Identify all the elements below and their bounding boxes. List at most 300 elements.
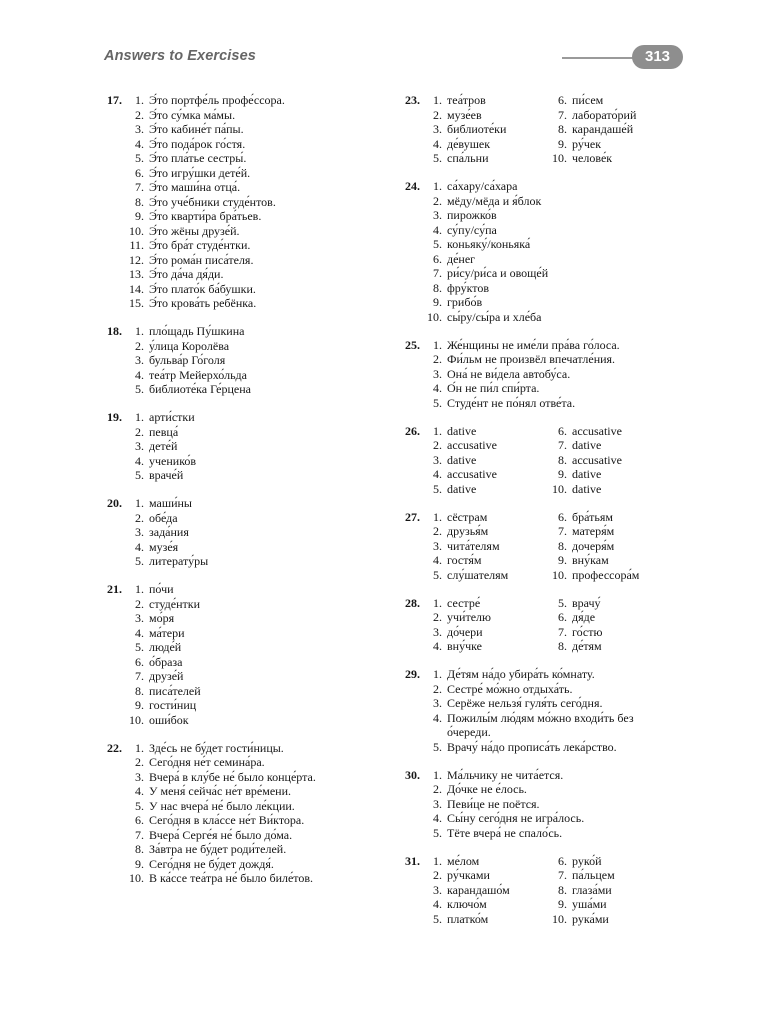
item-text: ма́тери <box>149 625 185 640</box>
item-text: вну́чке <box>447 639 482 653</box>
item-number: 9. <box>135 209 144 223</box>
exercise-block <box>394 179 694 324</box>
answer-list <box>124 582 386 727</box>
answer-list <box>124 741 386 886</box>
exercise-number: 20. <box>107 496 122 510</box>
answer-item <box>547 553 677 568</box>
item-number: 8. <box>558 538 567 553</box>
item-number: 9. <box>135 698 144 712</box>
item-text: Э́то игру́шки дете́й. <box>149 165 251 180</box>
answer-item <box>422 396 694 411</box>
item-number: 3. <box>433 882 442 897</box>
item-number: 3. <box>433 696 442 710</box>
item-number: 5. <box>433 911 442 926</box>
item-text: Вчера́ Серге́я не́ было до́ма. <box>149 827 293 842</box>
item-number: 4. <box>433 467 442 481</box>
item-text: мо́ря <box>149 611 175 625</box>
answer-subcolumn <box>547 93 677 166</box>
answer-item <box>422 295 694 310</box>
item-text: теа́тров <box>447 93 486 107</box>
answer-item <box>124 353 386 368</box>
item-text: гости́ниц <box>149 698 197 712</box>
item-number: 1. <box>433 667 442 681</box>
answer-item <box>547 438 677 453</box>
answer-item <box>422 424 547 439</box>
item-number: 3. <box>433 796 442 811</box>
item-number: 3. <box>135 353 144 367</box>
answer-item <box>422 237 694 252</box>
answer-item <box>422 137 547 152</box>
item-text: профессора́м <box>572 567 640 582</box>
item-text: су́пу/су́па <box>447 222 497 237</box>
answer-item <box>422 438 547 453</box>
answer-item <box>124 151 386 166</box>
item-number: 6. <box>558 93 567 107</box>
item-text: руко́й <box>572 853 602 868</box>
answer-item <box>124 122 386 137</box>
item-text: Певи́це не поётся. <box>447 796 540 811</box>
answer-item <box>124 368 386 383</box>
item-text: спа́льни <box>447 151 489 165</box>
exercise-number: 30. <box>405 767 420 782</box>
item-text: до́чери <box>447 624 483 639</box>
item-text: Э́то уче́бники студе́нтов. <box>149 194 276 209</box>
answer-item <box>547 868 677 883</box>
item-number: 5. <box>558 595 567 610</box>
item-text: Э́то кварти́ра бра́тьев. <box>149 209 262 223</box>
exercise-number: 24. <box>405 179 420 193</box>
item-text: Э́то крова́ть ребёнка. <box>149 296 257 310</box>
exercise-block <box>394 93 694 166</box>
item-number: 5. <box>135 382 144 396</box>
item-text: Э́то пода́рок го́стя. <box>149 136 246 151</box>
item-number: 5. <box>135 151 144 165</box>
answer-subcolumn <box>547 854 677 927</box>
item-text: dative <box>572 438 602 452</box>
answer-item <box>422 782 694 797</box>
item-number: 10. <box>129 223 144 238</box>
item-text: фру́ктов <box>447 280 490 295</box>
answer-item <box>547 122 677 137</box>
answer-item <box>422 539 547 554</box>
item-number: 4. <box>135 539 144 554</box>
answer-item <box>124 684 386 699</box>
answer-item <box>422 208 694 223</box>
item-text: Сестре́ мо́жно отдыха́ть. <box>447 681 573 696</box>
answer-list <box>422 667 694 754</box>
answer-subcolumn <box>422 510 547 583</box>
item-number: 2. <box>135 510 144 525</box>
item-number: 6. <box>558 509 567 524</box>
answer-item <box>124 525 386 540</box>
item-text: дя́де <box>572 610 596 624</box>
answer-item <box>547 108 677 123</box>
item-text: Э́то пла́тье сестры́. <box>149 151 247 165</box>
answer-item <box>124 741 386 756</box>
item-text: У нас вчера́ не́ было ле́кции. <box>149 798 295 813</box>
answer-item <box>422 854 547 869</box>
item-number: 1. <box>135 324 144 338</box>
item-text: Э́то рома́н писа́теля. <box>149 252 254 267</box>
exercise-number: 31. <box>405 853 420 868</box>
item-number: 7. <box>135 180 144 194</box>
item-text: accusative <box>572 452 622 467</box>
answer-item <box>547 854 677 869</box>
item-text: В ка́ссе теа́тра не́ было биле́тов. <box>149 871 314 885</box>
answer-subcolumn <box>422 596 547 654</box>
answer-item <box>124 195 386 210</box>
answer-item <box>422 711 677 740</box>
exercise-block <box>394 768 694 841</box>
answer-item <box>124 626 386 641</box>
item-text: У меня́ сейча́с не́т вре́мени. <box>149 784 292 798</box>
item-number: 9. <box>558 467 567 481</box>
item-number: 1. <box>433 853 442 868</box>
item-number: 5. <box>433 739 442 754</box>
answer-item <box>124 582 386 597</box>
item-text: Э́то кабине́т па́пы. <box>149 122 244 136</box>
exercise-number: 19. <box>107 410 122 424</box>
item-text: па́льцем <box>572 868 615 882</box>
answer-list <box>422 338 694 411</box>
answer-item <box>124 137 386 152</box>
item-number: 2. <box>433 438 442 452</box>
answer-item <box>422 596 547 611</box>
item-number: 5. <box>433 151 442 165</box>
item-number: 4. <box>135 136 144 151</box>
item-text: Э́то плато́к ба́бушки. <box>149 281 256 296</box>
item-text: друзе́й <box>149 669 184 683</box>
item-number: 3. <box>135 611 144 625</box>
item-number: 1. <box>433 423 442 438</box>
answer-item <box>422 93 547 108</box>
item-number: 2. <box>433 782 442 796</box>
item-text: бра́тьям <box>572 509 613 524</box>
answer-item <box>422 252 694 267</box>
item-number: 2. <box>433 610 442 624</box>
answer-item <box>422 524 547 539</box>
item-number: 4. <box>433 136 442 151</box>
answer-list <box>124 93 386 311</box>
answer-item <box>124 454 386 469</box>
answer-item <box>124 698 386 713</box>
item-number: 8. <box>558 639 567 653</box>
item-number: 10. <box>129 712 144 727</box>
item-text: пирожко́в <box>447 208 497 222</box>
item-number: 2. <box>433 107 442 122</box>
item-number: 3. <box>135 122 144 136</box>
item-number: 7. <box>558 624 567 639</box>
answer-item <box>422 381 694 396</box>
answer-item <box>422 826 694 841</box>
item-number: 13. <box>129 267 144 281</box>
item-text: го́стю <box>572 624 603 639</box>
item-text: о́браза <box>149 654 183 669</box>
answer-item <box>124 253 386 268</box>
answer-item <box>547 596 677 611</box>
item-number: 1. <box>433 179 442 193</box>
item-number: 4. <box>135 453 144 468</box>
answer-item <box>422 639 547 654</box>
answer-item <box>124 511 386 526</box>
item-text: дете́й <box>149 439 178 453</box>
item-text: врачу́ <box>572 595 601 610</box>
item-text: Э́то бра́т студе́нтки. <box>149 238 251 252</box>
item-text: ру́чками <box>447 868 490 882</box>
item-text: коньяку́/коньяка́ <box>447 237 531 251</box>
exercise-number: 29. <box>405 667 420 681</box>
answer-item <box>422 151 547 166</box>
item-text: карандаше́й <box>572 122 634 136</box>
item-number: 4. <box>433 381 442 395</box>
item-number: 5. <box>433 825 442 840</box>
item-number: 3. <box>135 525 144 539</box>
exercise-block <box>394 510 694 583</box>
item-text: сестре́ <box>447 595 481 610</box>
answer-item <box>422 510 547 525</box>
item-text: сёстрам <box>447 509 488 524</box>
item-text: accusative <box>572 423 622 438</box>
item-number: 10. <box>552 567 567 582</box>
item-number: 3. <box>433 624 442 639</box>
answer-item <box>547 897 677 912</box>
item-text: Она́ не ви́дела автобу́са. <box>447 366 571 381</box>
exercise-number: 22. <box>107 740 122 755</box>
item-number: 2. <box>433 868 442 882</box>
item-text: арти́стки <box>149 410 195 424</box>
item-text: ключо́м <box>447 897 487 911</box>
item-text: ученико́в <box>149 453 197 468</box>
item-text: де́вушек <box>447 136 491 151</box>
item-text: бульва́р Го́голя <box>149 353 226 367</box>
answer-item <box>547 510 677 525</box>
answer-item <box>422 194 694 209</box>
item-number: 4. <box>433 639 442 653</box>
item-number: 15. <box>129 296 144 310</box>
item-number: 7. <box>135 827 144 842</box>
answer-item <box>422 667 694 682</box>
item-text: dative <box>447 481 477 496</box>
item-text: у́лица Королёва <box>149 338 230 353</box>
answer-item <box>422 310 694 325</box>
answer-list <box>124 496 386 569</box>
item-text: вну́кам <box>572 553 609 567</box>
exercise-block <box>96 582 386 727</box>
item-text: певца́ <box>149 424 179 439</box>
item-text: ру́чек <box>572 136 602 151</box>
answer-item <box>124 857 386 872</box>
item-text: Э́то портфе́ль профе́ссора. <box>149 93 285 107</box>
item-number: 2. <box>135 424 144 439</box>
item-number: 1. <box>135 582 144 596</box>
exercise-number: 23. <box>405 93 420 107</box>
exercise-block <box>96 741 386 886</box>
item-number: 10. <box>427 309 442 324</box>
exercise-number: 28. <box>405 595 420 610</box>
answer-list <box>124 410 386 483</box>
answer-item <box>547 93 677 108</box>
item-text: Фи́льм не произвёл впечатле́ния. <box>447 352 616 366</box>
item-text: accusative <box>447 467 497 481</box>
item-number: 6. <box>433 251 442 266</box>
answer-item <box>547 625 677 640</box>
exercise-block <box>394 338 694 411</box>
item-text: Вчера́ в клу́бе не́ было конце́рта. <box>149 769 316 784</box>
answer-item <box>422 281 694 296</box>
item-text: маши́ны <box>149 496 192 510</box>
answer-item <box>422 482 547 497</box>
answer-list <box>422 179 694 324</box>
item-text: За́втра не бу́дет роди́телей. <box>149 842 287 856</box>
answer-item <box>422 610 547 625</box>
answer-item <box>124 611 386 626</box>
item-number: 6. <box>135 654 144 669</box>
answer-subcolumn <box>422 93 547 166</box>
item-number: 1. <box>135 410 144 424</box>
item-number: 3. <box>433 452 442 467</box>
item-text: по́чи <box>149 582 174 596</box>
answer-item <box>547 482 677 497</box>
item-number: 4. <box>433 222 442 237</box>
exercise-number: 25. <box>405 337 420 352</box>
answer-item <box>124 713 386 728</box>
item-number: 5. <box>135 554 144 568</box>
answer-item <box>422 568 547 583</box>
exercise-number: 21. <box>107 582 122 596</box>
left-column <box>96 93 386 899</box>
item-number: 1. <box>433 767 442 782</box>
item-number: 6. <box>135 165 144 180</box>
item-number: 11. <box>129 238 144 252</box>
answer-list <box>422 510 694 583</box>
answer-item <box>124 238 386 253</box>
item-text: друзья́м <box>447 524 489 538</box>
answer-item <box>422 266 694 281</box>
item-text: Сего́дня в кла́ссе не́т Ви́ктора. <box>149 813 305 827</box>
item-text: пло́щадь Пу́шкина <box>149 324 245 338</box>
item-text: де́тям <box>572 639 602 653</box>
answer-subcolumn <box>547 424 677 497</box>
item-number: 8. <box>558 122 567 136</box>
item-text: Сего́дня не бу́дет дождя́. <box>149 856 274 871</box>
item-number: 6. <box>558 853 567 868</box>
item-number: 2. <box>135 338 144 353</box>
answer-item <box>124 770 386 785</box>
item-number: 4. <box>135 625 144 640</box>
item-text: оши́бок <box>149 712 189 727</box>
page-number-badge: 313 <box>632 45 683 69</box>
item-number: 2. <box>433 524 442 538</box>
item-number: 1. <box>135 93 144 107</box>
item-text: ри́су/ри́са и овоще́й <box>447 266 549 280</box>
item-text: dative <box>572 481 602 496</box>
item-text: гостя́м <box>447 553 482 567</box>
item-number: 8. <box>135 194 144 209</box>
answer-item <box>124 755 386 770</box>
item-text: платко́м <box>447 911 489 926</box>
item-text: ме́лом <box>447 853 480 868</box>
answer-item <box>547 912 677 927</box>
item-number: 4. <box>433 710 442 725</box>
answer-item <box>124 296 386 311</box>
item-text: музе́ев <box>447 107 482 122</box>
item-text: Э́то да́ча дя́ди. <box>149 267 224 281</box>
item-number: 4. <box>135 367 144 382</box>
answer-list <box>422 768 694 841</box>
item-number: 7. <box>558 524 567 538</box>
item-text: зада́ния <box>149 525 189 539</box>
item-text: музе́я <box>149 539 179 554</box>
item-text: dative <box>572 467 602 481</box>
item-text: чита́телям <box>447 538 500 553</box>
answer-item <box>422 883 547 898</box>
item-text: рука́ми <box>572 911 609 926</box>
item-number: 3. <box>135 769 144 784</box>
item-text: dative <box>447 452 477 467</box>
answer-subcolumn <box>422 854 547 927</box>
answer-item <box>547 883 677 898</box>
item-text: дочеря́м <box>572 538 615 553</box>
item-text: учи́телю <box>447 610 491 624</box>
exercise-block <box>96 496 386 569</box>
answer-item <box>547 467 677 482</box>
answer-item <box>422 367 694 382</box>
answer-item <box>124 382 386 397</box>
answer-item <box>124 655 386 670</box>
item-text: accusative <box>447 438 497 452</box>
item-number: 8. <box>135 842 144 856</box>
answer-item <box>124 554 386 569</box>
answer-item <box>547 610 677 625</box>
item-text: грибо́в <box>447 295 483 309</box>
exercise-block <box>394 854 694 927</box>
answer-item <box>124 339 386 354</box>
answer-item <box>547 539 677 554</box>
item-number: 5. <box>135 798 144 813</box>
item-text: обе́да <box>149 510 178 525</box>
item-number: 4. <box>135 784 144 798</box>
answer-item <box>547 137 677 152</box>
item-number: 8. <box>135 683 144 698</box>
answer-item <box>547 424 677 439</box>
answer-item <box>124 180 386 195</box>
item-number: 10. <box>552 151 567 165</box>
answer-list <box>422 424 694 497</box>
exercise-block <box>394 596 694 654</box>
item-number: 5. <box>433 481 442 496</box>
exercise-block <box>96 93 386 311</box>
item-text: слу́шателям <box>447 567 509 582</box>
answer-item <box>124 468 386 483</box>
item-number: 9. <box>433 295 442 309</box>
answer-item <box>422 122 547 137</box>
item-number: 2. <box>433 352 442 366</box>
answer-item <box>124 93 386 108</box>
item-text: люде́й <box>149 640 182 654</box>
item-number: 1. <box>433 337 442 352</box>
item-number: 4. <box>433 897 442 911</box>
answer-item <box>422 868 547 883</box>
item-number: 7. <box>135 669 144 683</box>
item-number: 10. <box>552 481 567 496</box>
item-number: 9. <box>558 553 567 567</box>
answer-item <box>422 740 694 755</box>
answer-list <box>422 93 694 166</box>
answer-item <box>124 108 386 123</box>
item-number: 3. <box>433 208 442 222</box>
answer-item <box>124 597 386 612</box>
item-text: карандашо́м <box>447 882 510 897</box>
